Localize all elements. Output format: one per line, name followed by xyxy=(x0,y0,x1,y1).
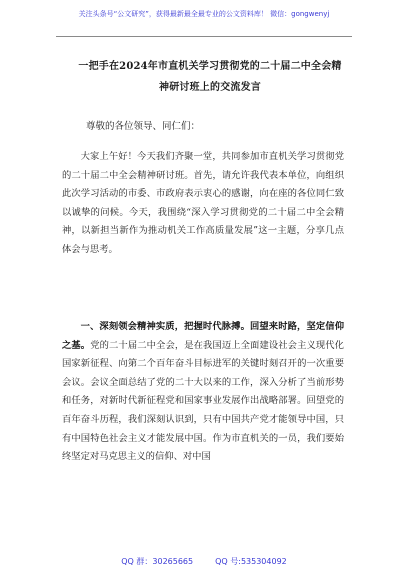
footer-qq-number: QQ 号:535304092 xyxy=(215,557,287,566)
document-title xyxy=(60,56,360,98)
paragraph-2-body: 党的二十届二中全会，是在我国迈上全面建设社会主义现代化国家新征程、向第二个百年奋斗目标进军的关键时刻召开的一次重要会议。会议全面总结了党的二十大以来的工作，深入分析了当前形势和任务，对新时代新征程党和国家事业发展作出战略部署。回望党的百年奋斗历程，我们深刻认识到，只有中国共产党才能领导中国，只有中国特色社会主义才能发展中国。作为市直机关的一员，我们要始终坚定对马克思主义的信仰、对中国 xyxy=(62,339,344,463)
section-heading-1: 一、深刻领会精神实质，把握时代脉搏。回望来时路，坚定信仰之基。 xyxy=(62,321,344,351)
footer-qq-group: QQ 群：30265665 xyxy=(121,557,194,566)
header-banner: 关注头条号“公文研究”，获得最新最全最专业的公文资料库！ 微信：gongwenyj xyxy=(78,10,330,18)
greeting: 尊敬的各位领导、同仁们： xyxy=(86,121,201,132)
footer-contact xyxy=(0,556,408,567)
title-line-2: 神研讨班上的交流发言 xyxy=(159,82,261,93)
paragraph-2 xyxy=(62,318,344,467)
header-divider xyxy=(56,36,352,37)
title-line-1: 一把手在2024年市直机关学习贯彻党的二十届二中全会精 xyxy=(78,61,342,72)
paragraph-1: 大家上午好！今天我们齐聚一堂，共同参加市直机关学习贯彻党的二十届二中全会精神研讨班。首先，请允许我代表本单位，向组织此次学习活动的市委、市政府表示衷心的感谢，向在座的各位同仁致以诚挚的问候。今天，我围绕“深入学习贯彻党的二十届二中全会精神，以新担当新作为推动机关工作高质量发展”这一主题，分享几点体会与思考。 xyxy=(62,151,344,255)
